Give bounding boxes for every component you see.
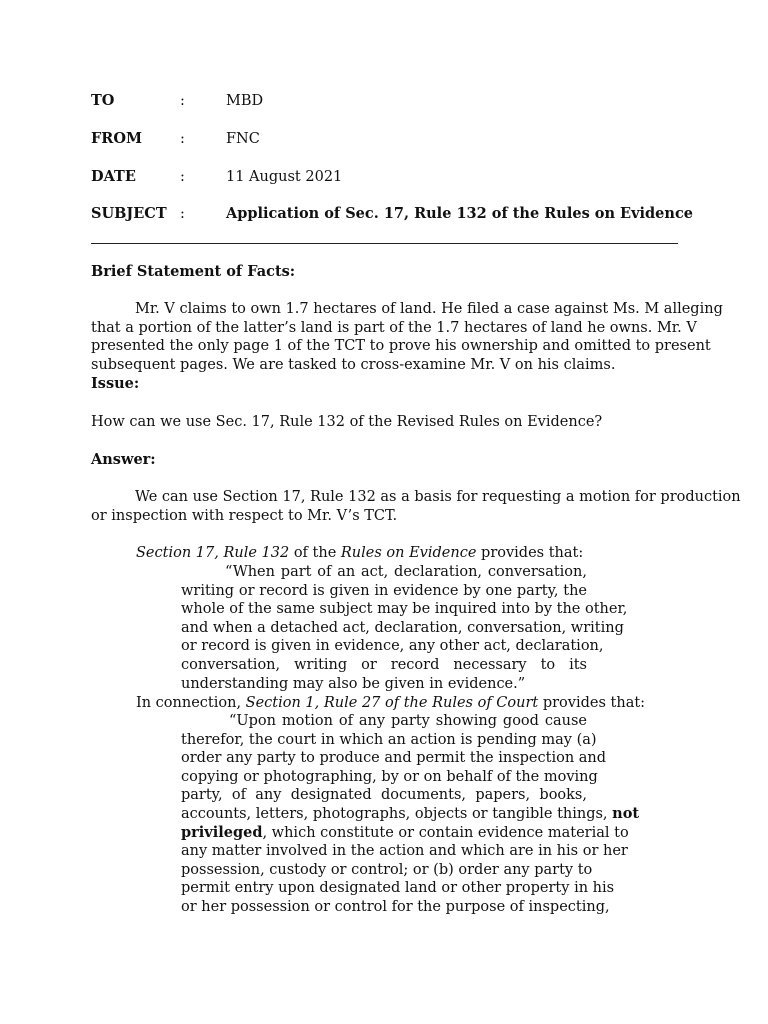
issue-text: How can we use Sec. 17, Rule 132 of the Revised Rules on Evidence? [91,414,603,430]
bold-privileged: privileged [181,823,263,841]
to-value: MBD [226,93,264,109]
issue-heading: Issue: [91,375,140,392]
quote-line: or her possession or control for the purpose of inspecting, [181,898,610,915]
facts-paragraph [91,300,723,374]
citation-2-ref: Section 1, Rule 27 of the Rules of Court [245,695,539,711]
answer-line: We can use Section 17, Rule 132 as a basis for requesting a motion for production [135,489,741,505]
from-colon: : [180,131,185,147]
to-label: TO [91,92,115,109]
quote-line: understanding may also be given in evidence.” [181,675,526,692]
quote-line: and when a detached act, declaration, conversation, writing [181,619,624,636]
facts-line: that a portion of the latter’s land is part of the 1.7 hectares of land he owns. Mr. V [91,319,697,336]
answer-heading: Answer: [91,451,156,468]
quote-text: accounts, letters, photographs, objects or tangible things, [181,805,613,822]
quote-line: any matter involved in the action and which are in his or her [181,843,628,860]
quote-line: copying or photographing, by or on behalf of the moving [181,768,598,785]
quote-line: order any party to produce and permit the inspection and [181,750,607,767]
citation-1-source: Rules on Evidence [340,545,477,561]
facts-line: Mr. V claims to own 1.7 hectares of land. He filed a case against Ms. M alleging [135,301,723,317]
quote-line: whole of the same subject may be inquired into by the other, [181,601,628,618]
facts-heading: Brief Statement of Facts: [91,263,296,280]
citation-1-tail: provides that: [476,545,584,561]
answer-line: or inspection with respect to Mr. V’s TCT. [91,507,398,524]
quote-text: , which constitute or contain evidence material to [262,824,629,841]
to-colon: : [180,93,185,109]
subject-label: SUBJECT [91,205,167,222]
citation-1-quote [181,563,628,693]
facts-line: subsequent pages. We are tasked to cross-examine Mr. V on his claims. [91,356,616,373]
quote-line: or record is given in evidence, any other act, declaration, [181,638,604,655]
quote-line [181,823,629,843]
from-value: FNC [226,131,260,147]
citation-2-quote [181,712,640,917]
from-label: FROM [91,130,143,147]
date-label: DATE [91,168,136,185]
quote-line: “When part of an act, declaration, conversation, [225,564,587,580]
quote-line: “Upon motion of any party showing good cause [229,713,587,729]
subject-colon: : [180,206,185,222]
date-value: 11 August 2021 [226,169,343,185]
quote-line: permit entry upon designated land or other property in his [181,880,615,897]
citation-1-intro [136,544,583,562]
answer-paragraph [91,488,741,525]
citation-2-intro [136,694,645,712]
citation-1-ref: Section 17, Rule 132 [136,545,290,561]
citation-1-mid: of the [289,545,341,561]
quote-line: possession, custody or control; or (b) order any party to [181,861,593,878]
subject-value: Application of Sec. 17, Rule 132 of the Rules on Evidence [226,205,693,222]
quote-line [181,804,640,824]
quote-line: writing or record is given in evidence by one party, the [181,582,587,599]
quote-line: therefor, the court in which an action is pending may (a) [181,731,597,748]
quote-line: party, of any designated documents, papers, books, [181,787,587,804]
citation-2-lead: In connection, [136,695,246,711]
date-colon: : [180,169,185,185]
quote-line: conversation, writing or record necessary to its [181,656,587,673]
facts-line: presented the only page 1 of the TCT to prove his ownership and omitted to present [91,338,711,355]
header-divider [91,243,678,244]
bold-not: not [612,804,640,822]
citation-2-tail: provides that: [538,695,646,711]
